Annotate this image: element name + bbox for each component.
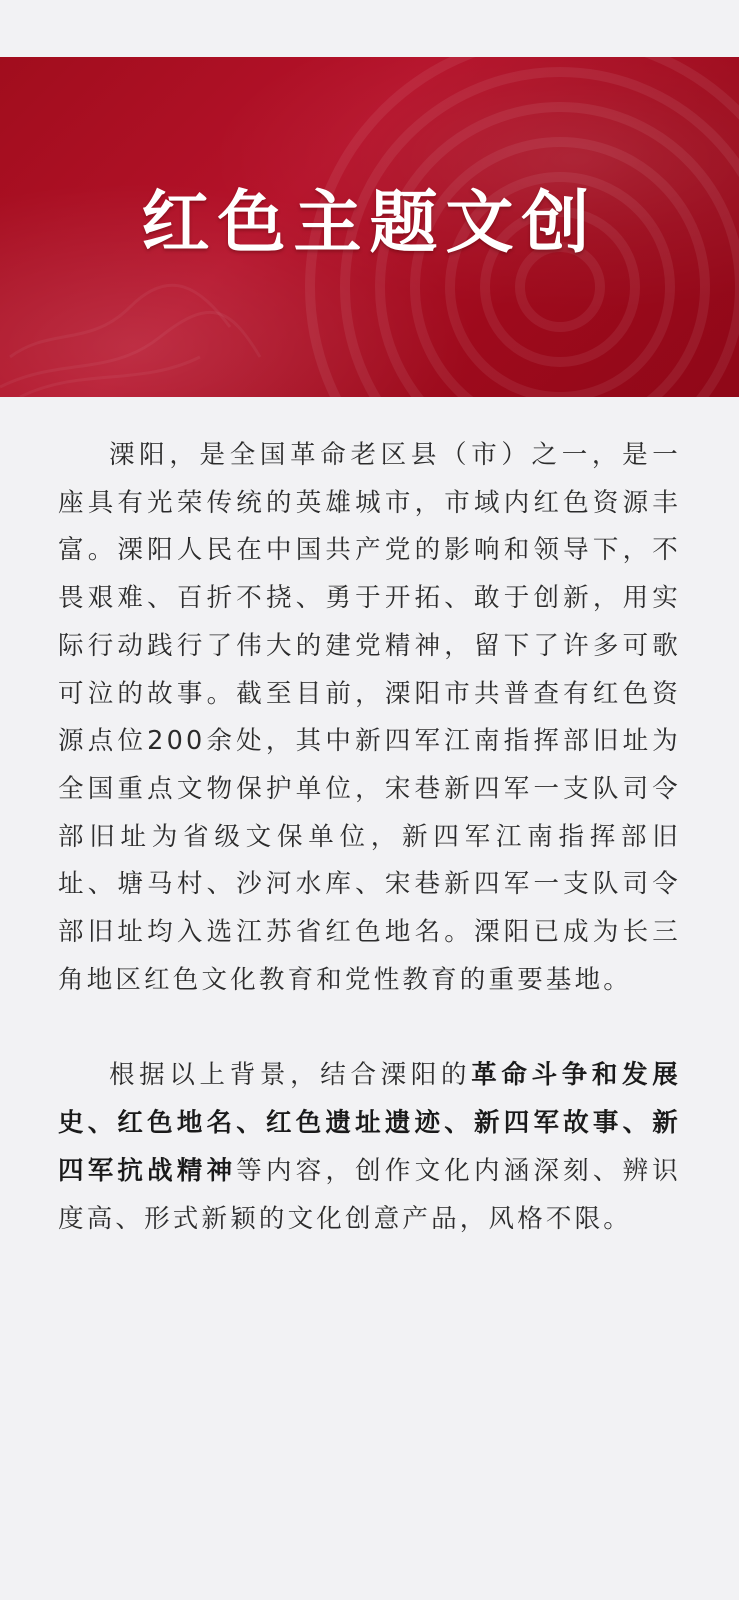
requirements-highlight-text: 革命斗争和发展史、红色地名、红色遗址遗迹、新四军故事、新四军抗战精神 [58,1060,681,1186]
intro-paragraph: 溧阳，是全国革命老区县（市）之一，是一座具有光荣传统的英雄城市，市域内红色资源丰富。溧阳人民在中国共产党的影响和领导下，不畏艰难、百折不挠、勇于开拓、敢于创新，用实际行动践行了伟大的建党精神，留下了许多可歌可泣的故事。截至目前，溧阳市共普查有红色资源点位200余处，其中新四军江南指挥部旧址为全国重点文物保护单位，宋巷新四军一支队司令部旧址为省级文保单位，新四军江南指挥部旧址、塘马村、沙河水库、宋巷新四军一支队司令部旧址均入选江苏省红色地名。溧阳已成为长三角地区红色文化教育和党性教育的重要基地。 [58,440,681,995]
article-body [58,432,681,1243]
requirements-intro-text: 根据以上背景，结合溧阳的 [109,1060,472,1091]
requirements-paragraph [58,1052,681,1243]
requirements-outro-text: 等内容，创作文化内涵深刻、辨识度高、形式新颖的文化创意产品，风格不限。 [58,1155,681,1234]
header-banner [0,57,739,397]
page-title: 红色主题文创 [141,184,598,263]
